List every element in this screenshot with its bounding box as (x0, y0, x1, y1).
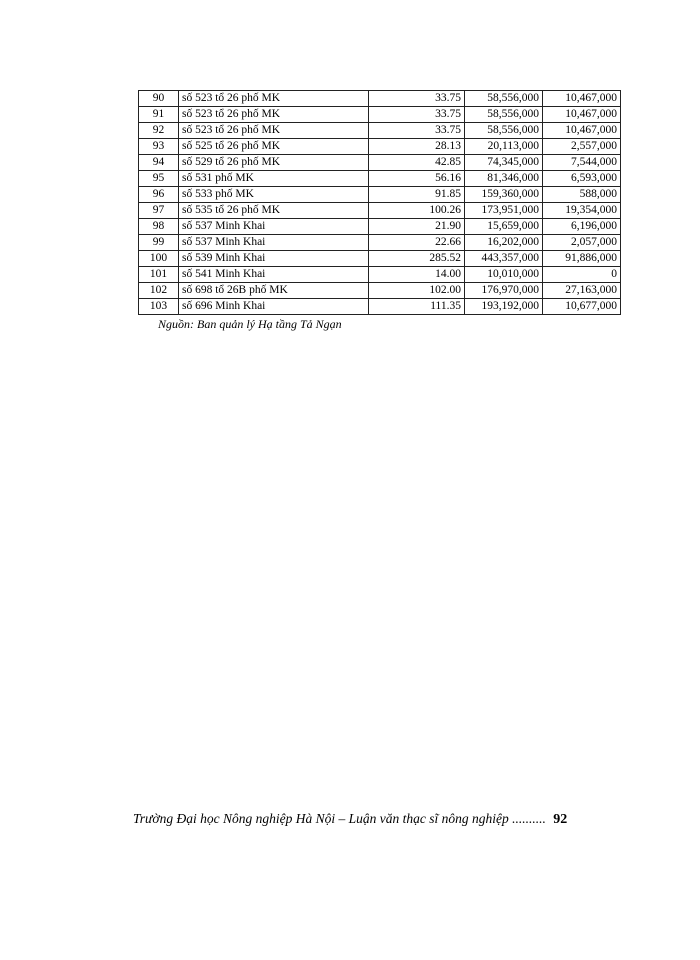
cell-address: số 531 phố MK (179, 171, 369, 187)
cell-area: 21.90 (369, 219, 465, 235)
cell-area: 100.26 (369, 203, 465, 219)
cell-value1: 443,357,000 (465, 251, 543, 267)
cell-stt: 91 (139, 107, 179, 123)
table-row (139, 107, 621, 123)
cell-value2: 6,196,000 (543, 219, 621, 235)
cell-area: 285.52 (369, 251, 465, 267)
page-content (138, 90, 620, 332)
cell-address: số 696 Minh Khai (179, 299, 369, 315)
cell-value2: 10,467,000 (543, 107, 621, 123)
cell-area: 28.13 (369, 139, 465, 155)
footer-text: Trường Đại học Nông nghiệp Hà Nội – Luận văn thạc sĩ nông nghiệp .......... (133, 811, 546, 826)
cell-value2: 0 (543, 267, 621, 283)
table-row (139, 155, 621, 171)
cell-value2: 2,557,000 (543, 139, 621, 155)
cell-area: 102.00 (369, 283, 465, 299)
table-row (139, 299, 621, 315)
cell-stt: 96 (139, 187, 179, 203)
cell-stt: 94 (139, 155, 179, 171)
table-row (139, 219, 621, 235)
cell-address: số 541 Minh Khai (179, 267, 369, 283)
cell-value2: 91,886,000 (543, 251, 621, 267)
cell-value2: 6,593,000 (543, 171, 621, 187)
cell-value2: 2,057,000 (543, 235, 621, 251)
table-row (139, 123, 621, 139)
cell-address: số 525 tổ 26 phố MK (179, 139, 369, 155)
cell-area: 33.75 (369, 107, 465, 123)
table-row (139, 91, 621, 107)
table-row (139, 203, 621, 219)
cell-value1: 16,202,000 (465, 235, 543, 251)
cell-area: 14.00 (369, 267, 465, 283)
cell-stt: 103 (139, 299, 179, 315)
cell-value1: 176,970,000 (465, 283, 543, 299)
table-row (139, 267, 621, 283)
cell-stt: 93 (139, 139, 179, 155)
cell-area: 111.35 (369, 299, 465, 315)
cell-value1: 193,192,000 (465, 299, 543, 315)
cell-value1: 74,345,000 (465, 155, 543, 171)
cell-address: số 537 Minh Khai (179, 235, 369, 251)
cell-value1: 20,113,000 (465, 139, 543, 155)
cell-address: số 523 tổ 26 phố MK (179, 123, 369, 139)
cell-area: 33.75 (369, 123, 465, 139)
page-number: 92 (553, 812, 568, 827)
cell-address: số 533 phố MK (179, 187, 369, 203)
cell-address: số 698 tổ 26B phố MK (179, 283, 369, 299)
cell-value2: 10,467,000 (543, 91, 621, 107)
cell-stt: 90 (139, 91, 179, 107)
cell-address: số 523 tổ 26 phố MK (179, 107, 369, 123)
cell-value1: 15,659,000 (465, 219, 543, 235)
page-footer (133, 811, 603, 828)
cell-value2: 588,000 (543, 187, 621, 203)
cell-value2: 7,544,000 (543, 155, 621, 171)
data-table (138, 90, 621, 315)
cell-address: số 535 tổ 26 phố MK (179, 203, 369, 219)
cell-stt: 102 (139, 283, 179, 299)
cell-value1: 159,360,000 (465, 187, 543, 203)
cell-value1: 81,346,000 (465, 171, 543, 187)
cell-value2: 19,354,000 (543, 203, 621, 219)
cell-stt: 92 (139, 123, 179, 139)
cell-value1: 58,556,000 (465, 91, 543, 107)
source-note: Nguồn: Ban quản lý Hạ tầng Tả Ngạn (158, 317, 342, 331)
table-row (139, 283, 621, 299)
cell-address: số 539 Minh Khai (179, 251, 369, 267)
cell-value2: 10,677,000 (543, 299, 621, 315)
cell-stt: 95 (139, 171, 179, 187)
cell-value1: 173,951,000 (465, 203, 543, 219)
table-row (139, 187, 621, 203)
table-row (139, 139, 621, 155)
cell-address: số 523 tổ 26 phố MK (179, 91, 369, 107)
cell-stt: 101 (139, 267, 179, 283)
table-row (139, 251, 621, 267)
cell-stt: 99 (139, 235, 179, 251)
cell-value1: 10,010,000 (465, 267, 543, 283)
cell-area: 33.75 (369, 91, 465, 107)
cell-value1: 58,556,000 (465, 123, 543, 139)
cell-address: số 529 tổ 26 phố MK (179, 155, 369, 171)
cell-value2: 10,467,000 (543, 123, 621, 139)
cell-area: 91.85 (369, 187, 465, 203)
cell-area: 56.16 (369, 171, 465, 187)
cell-stt: 100 (139, 251, 179, 267)
cell-stt: 98 (139, 219, 179, 235)
cell-address: số 537 Minh Khai (179, 219, 369, 235)
table-row (139, 171, 621, 187)
cell-area: 42.85 (369, 155, 465, 171)
cell-stt: 97 (139, 203, 179, 219)
cell-area: 22.66 (369, 235, 465, 251)
cell-value2: 27,163,000 (543, 283, 621, 299)
table-row (139, 235, 621, 251)
table-body (139, 91, 621, 315)
cell-value1: 58,556,000 (465, 107, 543, 123)
